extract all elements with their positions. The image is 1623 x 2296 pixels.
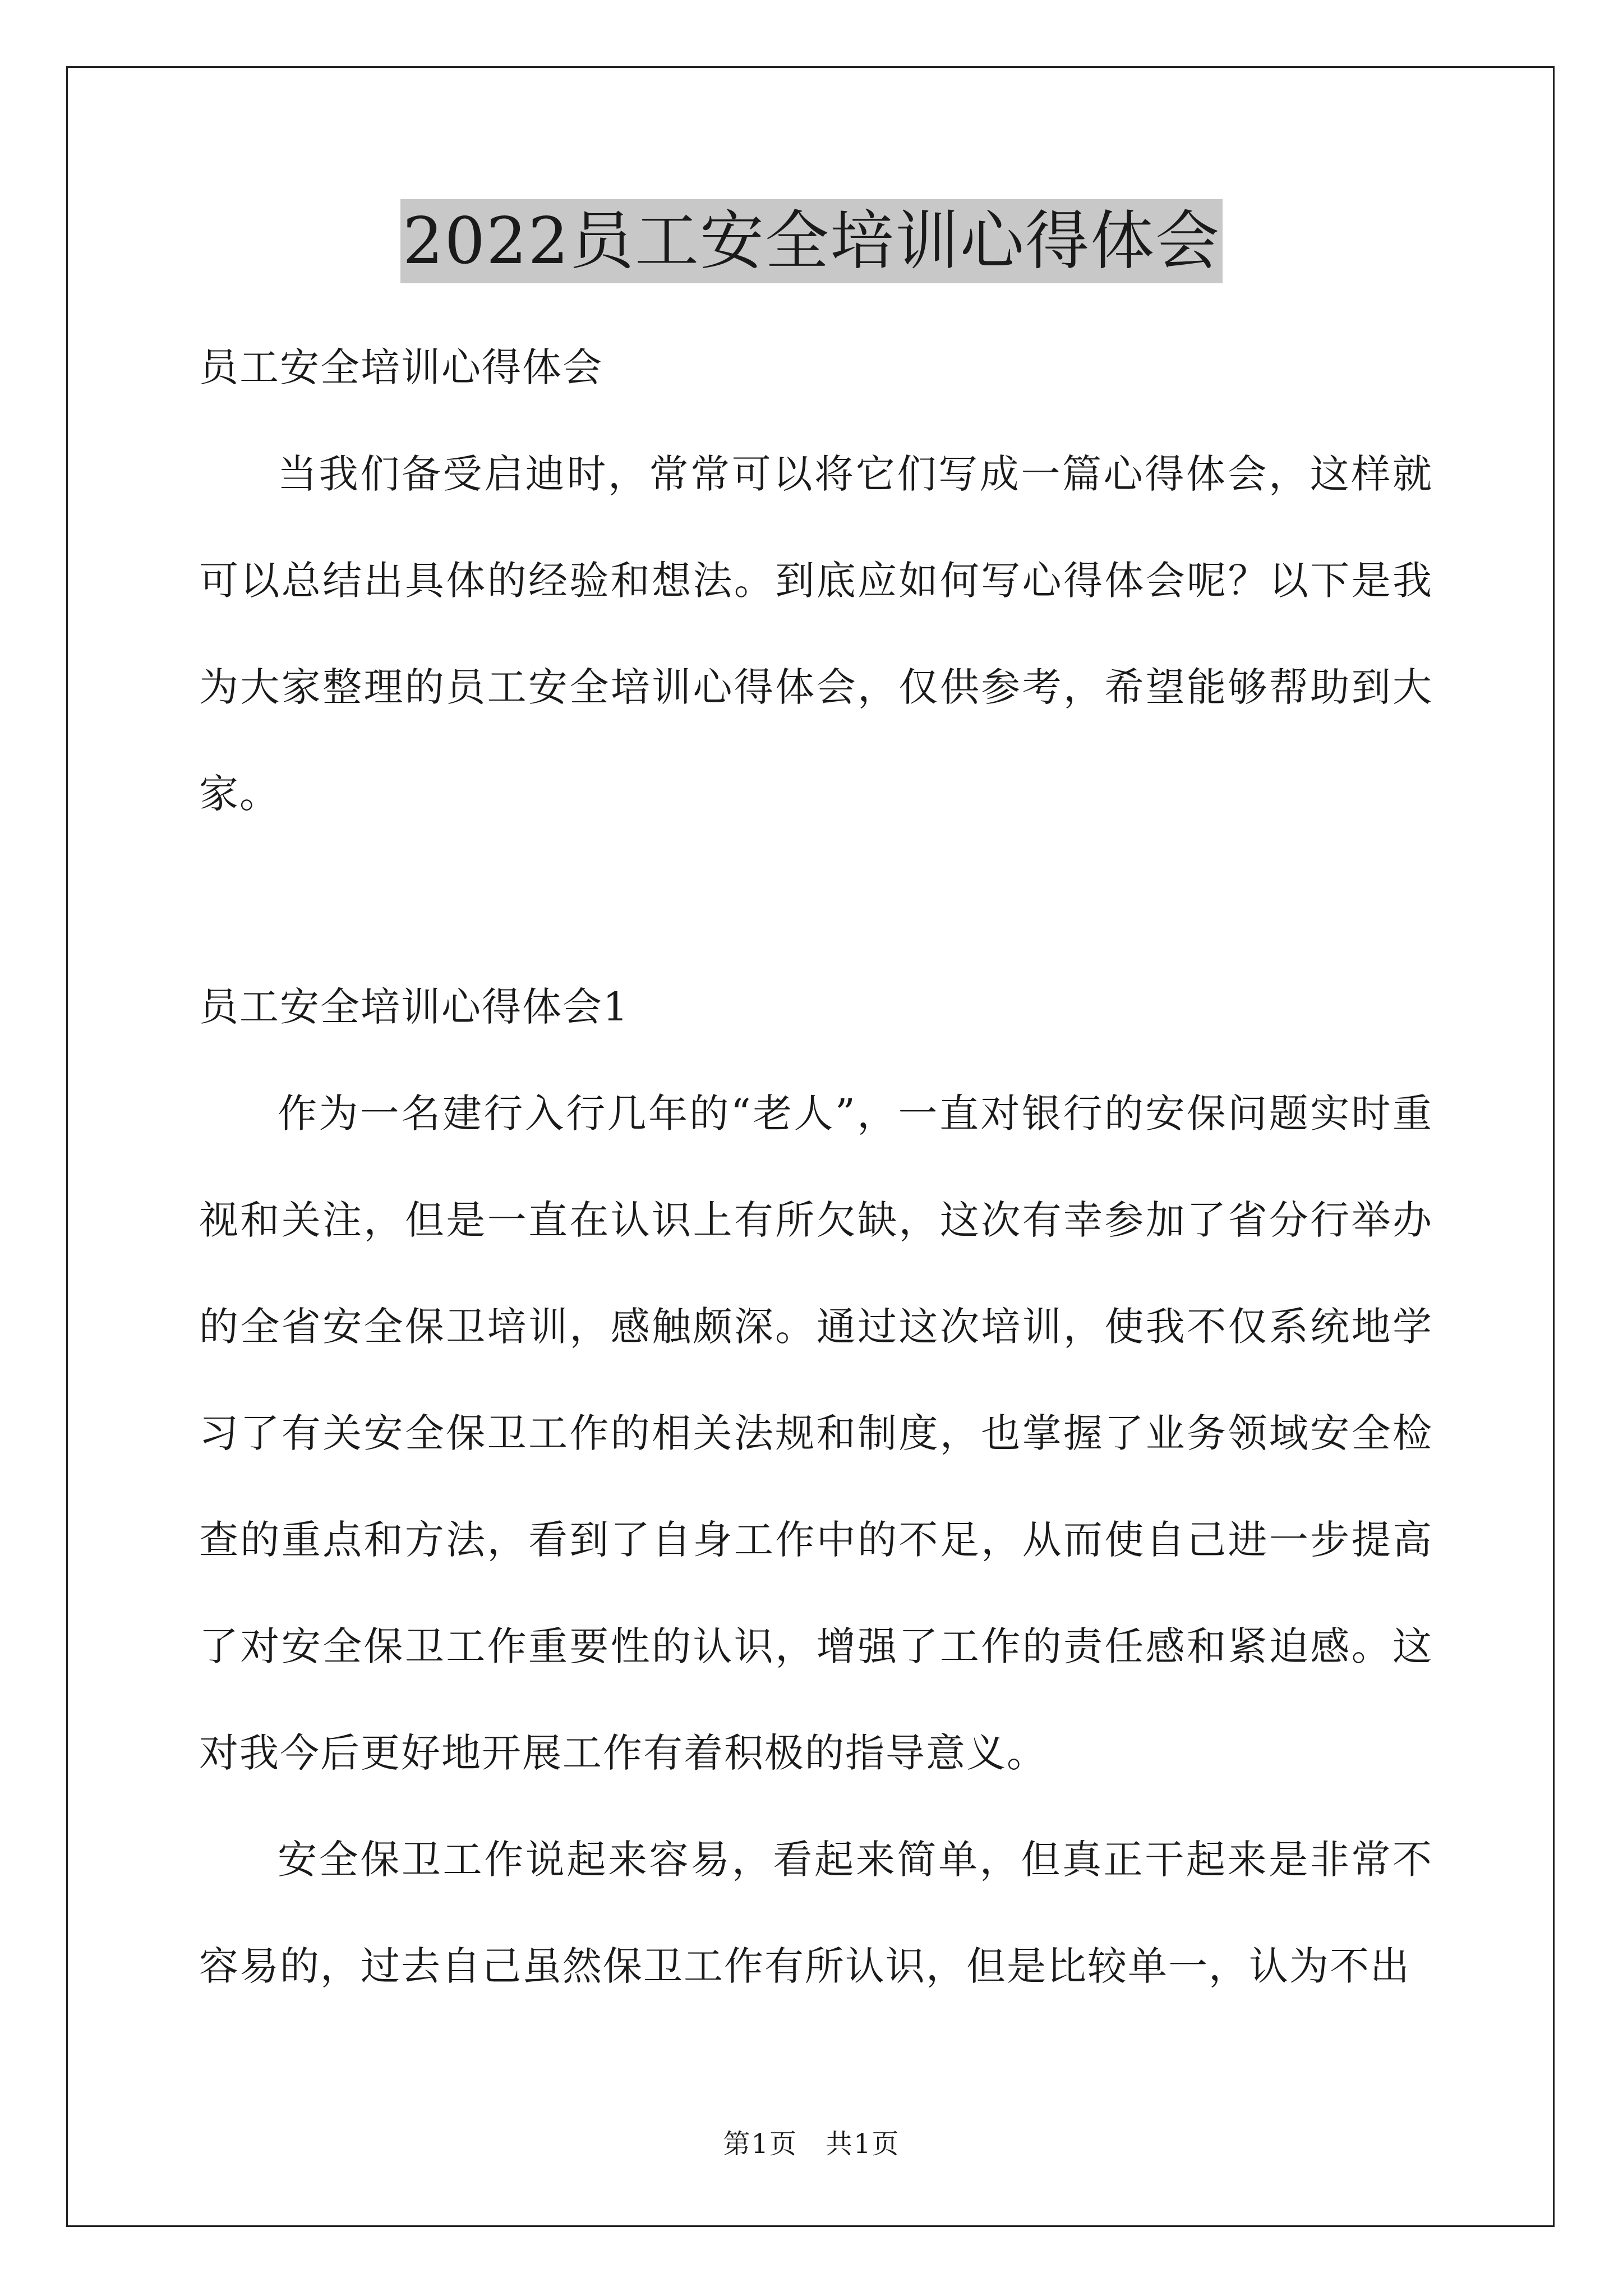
page-number: 第1页 [723, 2128, 797, 2160]
body-paragraph-2: 安全保卫工作说起来容易，看起来简单，但真正干起来是非常不容易的，过去自己虽然保卫工作有所认识，但是比较单一，认为不出 [199, 1837, 1433, 1989]
section-gap [199, 847, 1433, 954]
page-total: 共1页 [826, 2128, 900, 2160]
intro-paragraph: 当我们备受启迪时，常常可以将它们写成一篇心得体会，这样就可以总结出具体的经验和想法。到底应如何写心得体会呢？以下是我为大家整理的员工安全培训心得体会，仅供参考，希望能够帮助到大家。 [199, 451, 1433, 817]
subtitle: 员工安全培训心得体会 [199, 344, 603, 390]
body-paragraph-1: 作为一名建行入行几年的“老人”，一直对银行的安保问题实时重视和关注，但是一直在认识上有所欠缺，这次有幸参加了省分行举办的全省安全保卫培训，感触颇深。通过这次培训，使我不仅系统地学习了有关安全保卫工作的相关法规和制度，也掌握了业务领域安全检查的重点和方法，看到了自身工作中的不足，从而使自己进一步提高了对安全保卫工作重要性的认识，增强了工作的责任感和紧迫感。这对我今后更好地开展工作有着积极的指导意义。 [199, 1091, 1433, 1776]
page-footer [0, 2127, 1623, 2161]
title-container [0, 199, 1623, 283]
document-body [199, 314, 1433, 2019]
document-title: 2022员工安全培训心得体会 [400, 199, 1223, 283]
section-heading: 员工安全培训心得体会1 [199, 984, 629, 1030]
